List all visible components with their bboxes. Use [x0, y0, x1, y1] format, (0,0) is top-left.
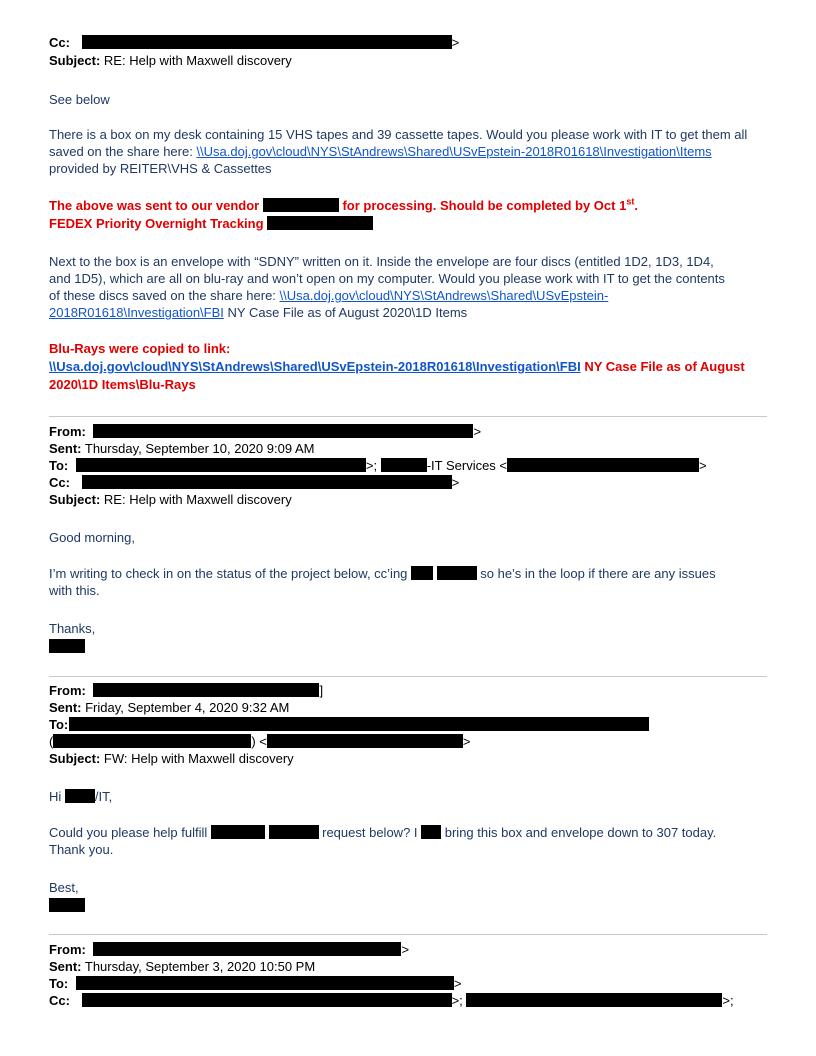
- to-row: [49, 975, 461, 992]
- from-row: [49, 423, 481, 440]
- subject-text: RE: Help with Maxwell discovery: [100, 492, 292, 507]
- cc-label: Cc:: [49, 35, 70, 50]
- cc-row: [49, 34, 459, 51]
- to-row-continued: [49, 733, 470, 750]
- sent-label: Sent:: [49, 959, 82, 974]
- subject-label: Subject:: [49, 492, 101, 507]
- blu-ray-link[interactable]: \\Usa.doj.gov\cloud\NYS\StAndrews\Shared\USvEpstein-2018R01618\Investigation\FBI: [49, 359, 581, 374]
- subject-text: FW: Help with Maxwell discovery: [100, 751, 294, 766]
- redaction-block: [65, 789, 95, 803]
- sent-row: [49, 699, 289, 716]
- to-it-services: -IT Services <: [426, 458, 508, 473]
- blu-ray-link-suffix: NY Case File as of August: [580, 359, 745, 374]
- subject-label: Subject:: [49, 751, 101, 766]
- to-close: >: [453, 976, 462, 991]
- redaction-block: [76, 976, 454, 990]
- vendor-note: [49, 197, 638, 214]
- disc-share-link-part2[interactable]: 2018R01618\Investigation\FBI: [49, 305, 224, 320]
- thanks-text: Thanks,: [49, 621, 96, 636]
- cc-separator: >;: [451, 993, 467, 1008]
- blu-ray-label: Blu-Rays were copied to link:: [49, 341, 231, 356]
- redaction-block: [93, 424, 473, 438]
- request-line1: [49, 824, 716, 841]
- to-label: To:: [49, 717, 69, 732]
- status-check-line2: with this.: [49, 583, 100, 598]
- vhs-paragraph-line1: There is a box on my desk containing 15 VHS tapes and 39 cassette tapes. Would you please work with IT to get them all: [49, 127, 748, 142]
- to-label: To:: [49, 458, 69, 473]
- to-row: [49, 716, 649, 733]
- separator: [49, 676, 767, 677]
- request-prefix: Could you please help fulfill: [49, 825, 211, 840]
- blu-ray-line2: 2020\1D Items\Blu-Rays: [49, 377, 196, 392]
- sent-label: Sent:: [49, 700, 82, 715]
- redaction-block: [82, 35, 452, 49]
- best-text: Best,: [49, 880, 79, 895]
- redaction-block: [421, 825, 441, 839]
- redaction-block: [466, 993, 722, 1007]
- redaction-block: [53, 734, 251, 748]
- sent-text: Thursday, September 10, 2020 9:09 AM: [81, 441, 315, 456]
- to-close: >: [462, 734, 471, 749]
- disc-share-prefix: of these discs saved on the share here:: [49, 288, 280, 303]
- vhs-paragraph-line2: [49, 143, 712, 160]
- request-middle: request below? I: [318, 825, 422, 840]
- separator: [49, 934, 767, 935]
- sent-label: Sent:: [49, 441, 82, 456]
- disc-paragraph-line2: and 1D5), which are all on blu-ray and won’t open on my computer. Would you please work with IT to get the contents: [49, 271, 725, 286]
- fedex-tracking-note: [49, 215, 373, 232]
- see-below-text: See below: [49, 92, 110, 107]
- disc-share-suffix: NY Case File as of August 2020\1D Items: [223, 305, 468, 320]
- cc-end: >;: [722, 993, 734, 1008]
- redaction-block: [263, 198, 339, 212]
- subject-label: Subject:: [49, 53, 101, 68]
- status-check-suffix: so he’s in the loop if there are any issues: [476, 566, 716, 581]
- thank-you-text: Thank you.: [49, 842, 114, 857]
- from-row: [49, 682, 323, 699]
- to-label: To:: [49, 976, 69, 991]
- disc-paragraph-line1: Next to the box is an envelope with “SDNY” written on it. Inside the envelope are four discs (entitled 1D2, 1D3, 1D4,: [49, 254, 714, 269]
- to-close: >: [699, 458, 707, 473]
- redaction-block: [437, 566, 477, 580]
- redaction-block: [267, 734, 463, 748]
- fedex-tracking-text: FEDEX Priority Overnight Tracking: [49, 216, 268, 231]
- status-check-prefix: I’m writing to check in on the status of the project below, cc’ing: [49, 566, 412, 581]
- request-suffix: bring this box and envelope down to 307 today.: [441, 825, 717, 840]
- subject-text: RE: Help with Maxwell discovery: [103, 53, 292, 68]
- cc-row: [49, 992, 734, 1009]
- signature-redaction: [49, 639, 85, 653]
- to-open-paren: (: [49, 734, 54, 749]
- redaction-block: [69, 717, 649, 731]
- disc-paragraph-line4: [49, 304, 467, 321]
- redaction-block: [507, 458, 699, 472]
- from-row: [49, 941, 409, 958]
- sent-row: [49, 440, 314, 457]
- redaction-block: [93, 683, 319, 697]
- redaction-block: [269, 825, 319, 839]
- blu-ray-link-line: [49, 358, 745, 375]
- redaction-block: [411, 566, 433, 580]
- redaction-block: [211, 825, 265, 839]
- to-bracket: ) <: [251, 734, 267, 749]
- cc-label: Cc:: [49, 993, 70, 1008]
- cc-close: >: [451, 35, 460, 50]
- redaction-block: [82, 475, 452, 489]
- subject-row: [49, 491, 292, 508]
- cc-close: >: [451, 475, 460, 490]
- signature-redaction: [49, 898, 85, 912]
- sent-text: Thursday, September 3, 2020 10:50 PM: [81, 959, 316, 974]
- hi-line: [49, 788, 112, 805]
- hi-text: Hi: [49, 789, 65, 804]
- hi-suffix: /IT,: [94, 789, 113, 804]
- vendor-note-text: for processing. Should be completed by Oct 1: [338, 198, 627, 213]
- from-label: From:: [49, 424, 86, 439]
- redaction-block: [381, 458, 427, 472]
- subject-row: [49, 52, 292, 69]
- sent-row: [49, 958, 315, 975]
- from-close: >: [401, 942, 410, 957]
- disc-paragraph-line3: [49, 287, 608, 304]
- greeting-text: Good morning,: [49, 530, 135, 545]
- signature-row: [49, 897, 85, 914]
- redaction-block: [76, 458, 366, 472]
- signature-row: [49, 638, 85, 655]
- cc-label: Cc:: [49, 475, 70, 490]
- from-close: ]: [319, 683, 324, 698]
- sent-text: Friday, September 4, 2020 9:32 AM: [81, 700, 290, 715]
- vhs-paragraph-line3: provided by REITER\VHS & Cassettes: [49, 161, 272, 176]
- redaction-block: [267, 216, 373, 230]
- from-label: From:: [49, 683, 86, 698]
- redaction-block: [93, 942, 401, 956]
- to-row: [49, 457, 707, 474]
- vendor-note-prefix: The above was sent to our vendor: [49, 198, 263, 213]
- from-close: >: [473, 424, 482, 439]
- vendor-note-sup: st: [626, 196, 635, 207]
- redaction-block: [82, 993, 452, 1007]
- disc-share-link-part1[interactable]: \\Usa.doj.gov\cloud\NYS\StAndrews\Shared\USvEpstein-: [279, 288, 609, 303]
- vhs-share-link[interactable]: \\Usa.doj.gov\cloud\NYS\StAndrews\Shared\USvEpstein-2018R01618\Investigation\Items: [196, 144, 712, 159]
- cc-row: [49, 474, 459, 491]
- subject-row: [49, 750, 294, 767]
- from-label: From:: [49, 942, 86, 957]
- vhs-share-prefix: saved on the share here:: [49, 144, 197, 159]
- status-check-line1: [49, 565, 716, 582]
- to-separator: >;: [365, 458, 381, 473]
- vendor-note-end: .: [634, 198, 638, 213]
- separator: [49, 416, 767, 417]
